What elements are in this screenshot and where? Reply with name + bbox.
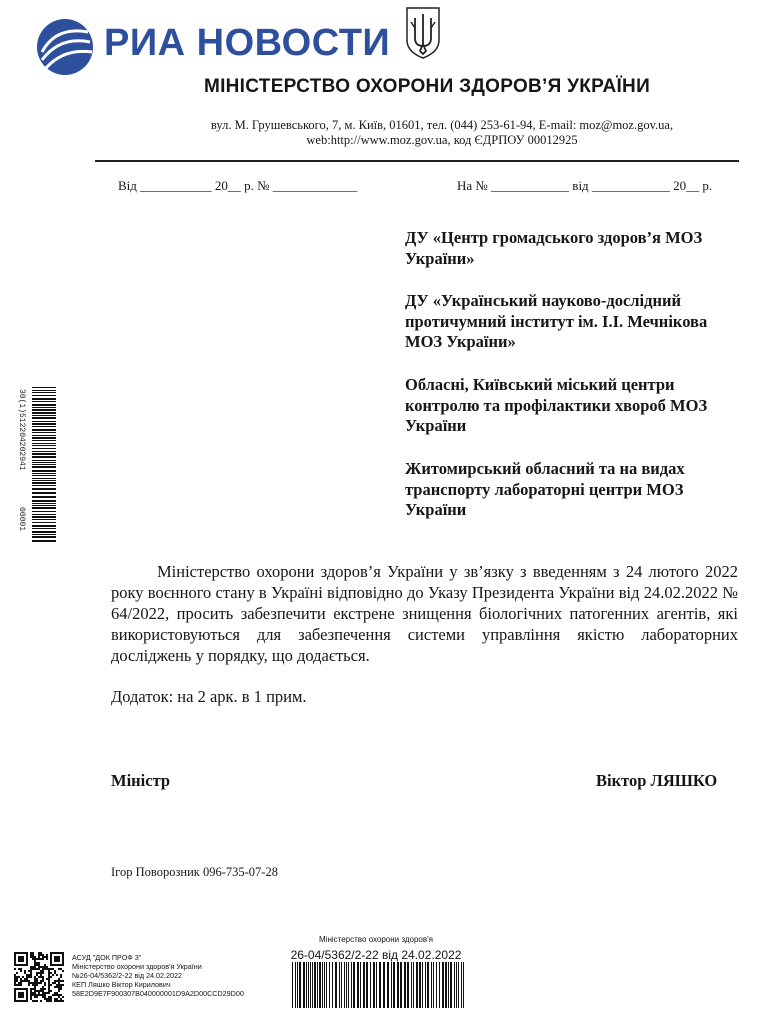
recipient-block bbox=[405, 375, 739, 437]
signatory-name: Віктор ЛЯШКО bbox=[596, 771, 718, 790]
ria-novosti-logo-icon bbox=[36, 18, 94, 76]
incoming-reference: На № ____________ від ____________ 20__ р. bbox=[457, 178, 713, 193]
recipient-block bbox=[405, 228, 739, 269]
ministry-address-line-1: вул. М. Грушевського, 7, м. Київ, 01601, тел. (044) 253-61-94, E-mail: moz@moz.gov.ua, bbox=[210, 118, 674, 132]
side-barcode bbox=[14, 385, 58, 543]
side-barcode-suffix: 00001 bbox=[17, 507, 26, 532]
stamp-certificate: 58E2D9E7F900307B040000001D9A2D00CCD29D00 bbox=[72, 989, 244, 998]
qr-code-icon bbox=[14, 952, 64, 1002]
body-paragraph: Міністерство охорони здоров’я України у зв’язку з введенням з 24 лютого 2022 року воєнного стану в Україні відповідно до Указу Президента України від 24.02.2022 № 64/2022, просить забезпечити екстрене знищення біологічних патогенних агентів, які використовуються для забезпечення системи управління якістю лабораторних досліджень у порядку, що додається. bbox=[111, 562, 738, 665]
letterhead-divider bbox=[95, 160, 739, 162]
registration-label: Міністерство охорони здоров'я bbox=[319, 935, 433, 944]
ministry-name: МІНІСТЕРСТВО ОХОРОНИ ЗДОРОВ’Я УКРАЇНИ bbox=[203, 76, 651, 97]
recipient-line: ДУ «Український науково-дослідний bbox=[405, 291, 681, 310]
recipient-line: ДУ «Центр громадського здоров’я МОЗ bbox=[405, 228, 703, 247]
recipient-line: МОЗ України» bbox=[405, 332, 516, 351]
outgoing-reference: Від ___________ 20__ р. № _____________ bbox=[118, 178, 358, 193]
stamp-system: АСУД "ДОК ПРОФ 3" bbox=[72, 953, 142, 962]
recipient-line: України» bbox=[405, 248, 475, 268]
stamp-doc-number: №26-04/5362/2-22 від 24.02.2022 bbox=[72, 971, 183, 980]
recipient-line: Обласні, Київський міський центри bbox=[405, 375, 675, 394]
recipient-line: України bbox=[405, 416, 467, 435]
side-barcode-code: 30(1)512204202941 bbox=[17, 389, 26, 471]
signatory-title: Міністр bbox=[111, 771, 171, 790]
executor-contact: Ігор Поворозник 096-735-07-28 bbox=[111, 865, 278, 879]
ministry-address-line-2: web:http://www.moz.gov.ua, код ЄДРПОУ 00012925 bbox=[306, 133, 578, 147]
recipient-line: Житомирський обласний та на видах bbox=[405, 459, 685, 478]
coat-of-arms-icon bbox=[403, 4, 443, 60]
watermark-brand: РИА НОВОСТИ bbox=[104, 22, 391, 64]
recipient-line: транспорту лабораторні центри МОЗ bbox=[405, 479, 684, 499]
recipient-line: контролю та профілактики хвороб МОЗ bbox=[405, 395, 708, 415]
recipient-block bbox=[405, 459, 739, 521]
letter-body bbox=[111, 561, 738, 666]
recipient-line: України bbox=[405, 500, 467, 519]
registration-number: 26-04/5362/2-22 від 24.02.2022 bbox=[290, 948, 462, 962]
stamp-signer: КЕП Ляшко Віктор Кирилович bbox=[72, 980, 171, 989]
recipient-line: протичумний інститут ім. І.І. Мечнікова bbox=[405, 311, 708, 331]
registration-barcode bbox=[290, 962, 466, 1008]
e-signature-stamp bbox=[72, 953, 244, 998]
recipient-block bbox=[405, 291, 739, 353]
stamp-organization: Міністерство охорони здоров'я України bbox=[72, 962, 202, 971]
attachment-note: Додаток: на 2 арк. в 1 прим. bbox=[111, 687, 307, 706]
